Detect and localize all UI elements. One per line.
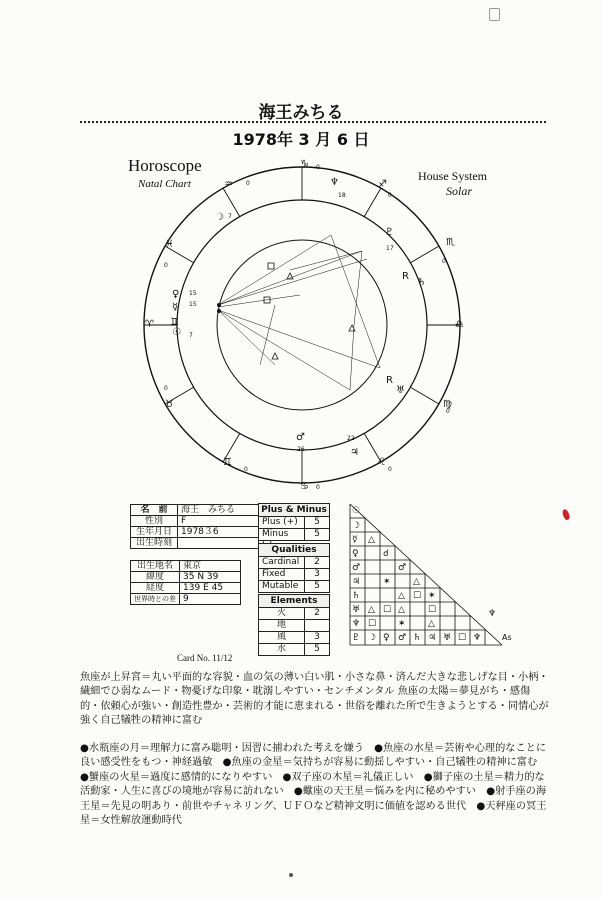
svg-text:♇: ♇ (385, 227, 394, 238)
svg-text:♒: ♒ (224, 179, 233, 190)
fire-label: 火 (259, 608, 305, 619)
svg-text:7: 7 (228, 213, 232, 220)
svg-text:△: △ (368, 535, 375, 545)
svg-text:0: 0 (388, 192, 392, 199)
minus-label: Minus (259, 529, 305, 540)
svg-text:7: 7 (189, 332, 193, 339)
dotted-divider (80, 121, 546, 123)
cardinal-label: Cardinal (259, 557, 305, 568)
svg-text:☐: ☐ (383, 605, 392, 615)
svg-text:♄: ♄ (413, 633, 422, 643)
svg-text:♍: ♍ (443, 399, 452, 410)
svg-text:R: R (402, 271, 409, 282)
svg-text:♐: ♐ (378, 179, 387, 190)
svg-text:✶: ✶ (428, 591, 436, 601)
fixed-value: 3 (314, 569, 320, 579)
red-ink-mark (561, 508, 570, 520)
svg-text:♃: ♃ (352, 577, 361, 587)
profile-label: 出生時刻 (131, 538, 178, 549)
svg-text:△: △ (398, 605, 405, 615)
place-label: 世界時との差 (131, 594, 180, 605)
svg-text:♆: ♆ (473, 633, 482, 643)
profile-label: 生年月日 (131, 527, 178, 538)
profile-label: 性別 (131, 516, 178, 527)
house-system-label: House System (418, 169, 487, 183)
birthplace-table (130, 560, 241, 605)
svg-text:0: 0 (388, 466, 392, 473)
place-value: 東京 (180, 561, 241, 572)
plus-minus-box (258, 503, 330, 541)
card-number: Card No. 11/12 (177, 653, 233, 663)
svg-text:R: R (386, 375, 393, 386)
svg-text:0: 0 (164, 385, 168, 392)
svg-text:15: 15 (189, 301, 197, 308)
svg-text:△: △ (368, 605, 375, 615)
svg-text:☌: ☌ (383, 549, 390, 559)
svg-text:0: 0 (164, 262, 168, 269)
svg-text:♅: ♅ (443, 633, 452, 643)
svg-text:☿: ☿ (172, 302, 179, 313)
svg-text:✶: ✶ (383, 577, 391, 587)
svg-text:0: 0 (442, 258, 446, 265)
svg-text:☽: ☽ (215, 212, 224, 223)
svg-text:☉: ☉ (352, 506, 361, 516)
fixed-label: Fixed (259, 569, 305, 580)
corner-mark (489, 8, 500, 21)
svg-text:0: 0 (244, 466, 248, 473)
water-label: 水 (259, 644, 305, 655)
earth-label: 地 (259, 620, 305, 631)
svg-text:♃: ♃ (428, 633, 437, 643)
svg-text:☿: ☿ (352, 535, 358, 545)
svg-text:△: △ (398, 591, 405, 601)
svg-text:☽: ☽ (352, 521, 361, 531)
svg-text:☐: ☐ (413, 591, 422, 601)
svg-text:♃: ♃ (350, 447, 359, 458)
svg-text:♅: ♅ (396, 385, 405, 396)
profile-table (130, 504, 259, 549)
fire-value: 2 (314, 608, 320, 618)
cardinal-value: 2 (314, 557, 320, 567)
svg-text:☉: ☉ (172, 327, 181, 338)
planet-placements-description: ●水瓶座の月＝理解力に富み聡明・因習に捕われた考えを嫌う ●魚座の水星＝芸術や心理的なことに良い感受性をもつ・神経過敏 ●魚座の金星＝気持ちが容易に動揺しやすい・自己犠牲の精神に富む ●蟹座の火星＝過度に感情的になりやすい ●双子座の木星＝礼儀正しい ●獅子座の土星＝精力的な活動家・人生に喜びの境地が容易に訪れない ●蠍座の天王星＝悩みを内に秘めやすい ●射手座の海王星＝先見の明あり・前世やチャネリング、ＵＦＯなど精神文明に価値を認める世代 ●天秤座の冥王星＝女性解放運動時代 (80, 743, 548, 827)
plus-label: Plus (+) (259, 517, 305, 528)
earth-value (305, 620, 329, 631)
place-value: 9 (180, 594, 241, 605)
svg-text:♈: ♈ (145, 319, 154, 330)
profile-value: F (178, 516, 259, 527)
svg-text:As: As (502, 633, 512, 642)
svg-text:15: 15 (189, 290, 197, 297)
plus-minus-title: Plus & Minus (259, 504, 329, 517)
horoscope-title: Horoscope (128, 156, 202, 175)
svg-text:26: 26 (297, 446, 305, 453)
svg-text:☐: ☐ (368, 619, 377, 629)
profile-label: 名 前 (131, 505, 178, 516)
svg-text:△: △ (413, 577, 420, 587)
svg-text:✶: ✶ (398, 619, 406, 629)
place-label: 出生地名 (131, 561, 180, 572)
mutable-value: 5 (314, 581, 320, 591)
svg-text:△: △ (428, 619, 435, 629)
qualities-box (258, 543, 330, 593)
place-value: 35 N 39 (180, 572, 241, 583)
house-system-value: Solar (446, 184, 473, 198)
svg-text:☐: ☐ (428, 605, 437, 615)
place-label: 緯度 (131, 572, 180, 583)
svg-text:♏: ♏ (446, 237, 455, 248)
svg-text:♋: ♋ (300, 481, 309, 492)
profile-value: 海王 みちる (178, 505, 259, 516)
place-value: 139 E 45 (180, 583, 241, 594)
svg-text:♀: ♀ (352, 549, 359, 559)
birth-date: 1978年 3 月 6 日 (232, 130, 370, 149)
svg-text:♄: ♄ (417, 277, 426, 288)
svg-text:♑: ♑ (300, 159, 309, 170)
svg-text:☽: ☽ (368, 633, 377, 643)
svg-text:♅: ♅ (352, 605, 361, 615)
air-value: 3 (314, 632, 320, 642)
profile-value (178, 538, 259, 549)
svg-text:♎: ♎ (455, 319, 464, 330)
svg-text:♊: ♊ (223, 457, 232, 468)
elements-box (258, 594, 330, 656)
svg-text:♂: ♂ (352, 563, 361, 573)
svg-text:♓: ♓ (165, 239, 174, 250)
svg-text:♂: ♂ (398, 633, 407, 643)
water-value: 5 (314, 644, 320, 654)
svg-text:0: 0 (446, 408, 450, 415)
svg-text:17: 17 (386, 245, 394, 252)
svg-text:18: 18 (338, 192, 346, 199)
air-label: 風 (259, 632, 305, 643)
ascendant-sun-description: 魚座が上昇宮＝丸い平面的な容貌・血の気の薄い白い肌・小さな鼻・済んだ大きな悲しげな目・小柄・繊細でひ弱なムード・物憂げな印象・耽溺しやすい・センチメンタル 魚座の太陽＝夢見がち・感傷的・依頼心が強い・創造性豊か・芸術的才能に恵まれる・世俗を離れた所で生きようとする・同情心が強く自己犠牲の精神に富む (80, 672, 549, 727)
aspect-grid (346, 500, 512, 650)
minus-value: 5 (314, 529, 320, 539)
mutable-label: Mutable (259, 581, 305, 592)
svg-text:♆: ♆ (352, 619, 361, 629)
svg-text:♊: ♊ (170, 317, 179, 328)
svg-text:♆: ♆ (330, 177, 339, 188)
svg-text:☐: ☐ (458, 633, 467, 643)
place-label: 経度 (131, 583, 180, 594)
horoscope-subtitle: Natal Chart (138, 178, 191, 190)
profile-value: 1978３6 (178, 527, 259, 538)
horoscope-wheel (140, 155, 480, 495)
svg-text:♉: ♉ (165, 399, 174, 410)
svg-text:♇: ♇ (352, 633, 361, 643)
svg-text:♀: ♀ (383, 633, 390, 643)
svg-text:22: 22 (347, 435, 355, 442)
svg-text:0: 0 (246, 180, 250, 187)
svg-text:0: 0 (316, 164, 320, 171)
svg-text:♄: ♄ (352, 591, 361, 601)
svg-text:♂: ♂ (296, 432, 305, 443)
svg-text:♂: ♂ (398, 563, 407, 573)
svg-text:♌: ♌ (377, 457, 386, 468)
svg-text:0: 0 (316, 484, 320, 491)
chart-owner-name: 海王みちる (258, 103, 344, 123)
svg-text:♆: ♆ (488, 609, 497, 619)
elements-title: Elements (259, 595, 329, 608)
svg-text:♀: ♀ (172, 289, 180, 300)
qualities-title: Qualities (259, 544, 329, 557)
page-dot (289, 873, 293, 877)
plus-value: 5 (314, 517, 320, 527)
